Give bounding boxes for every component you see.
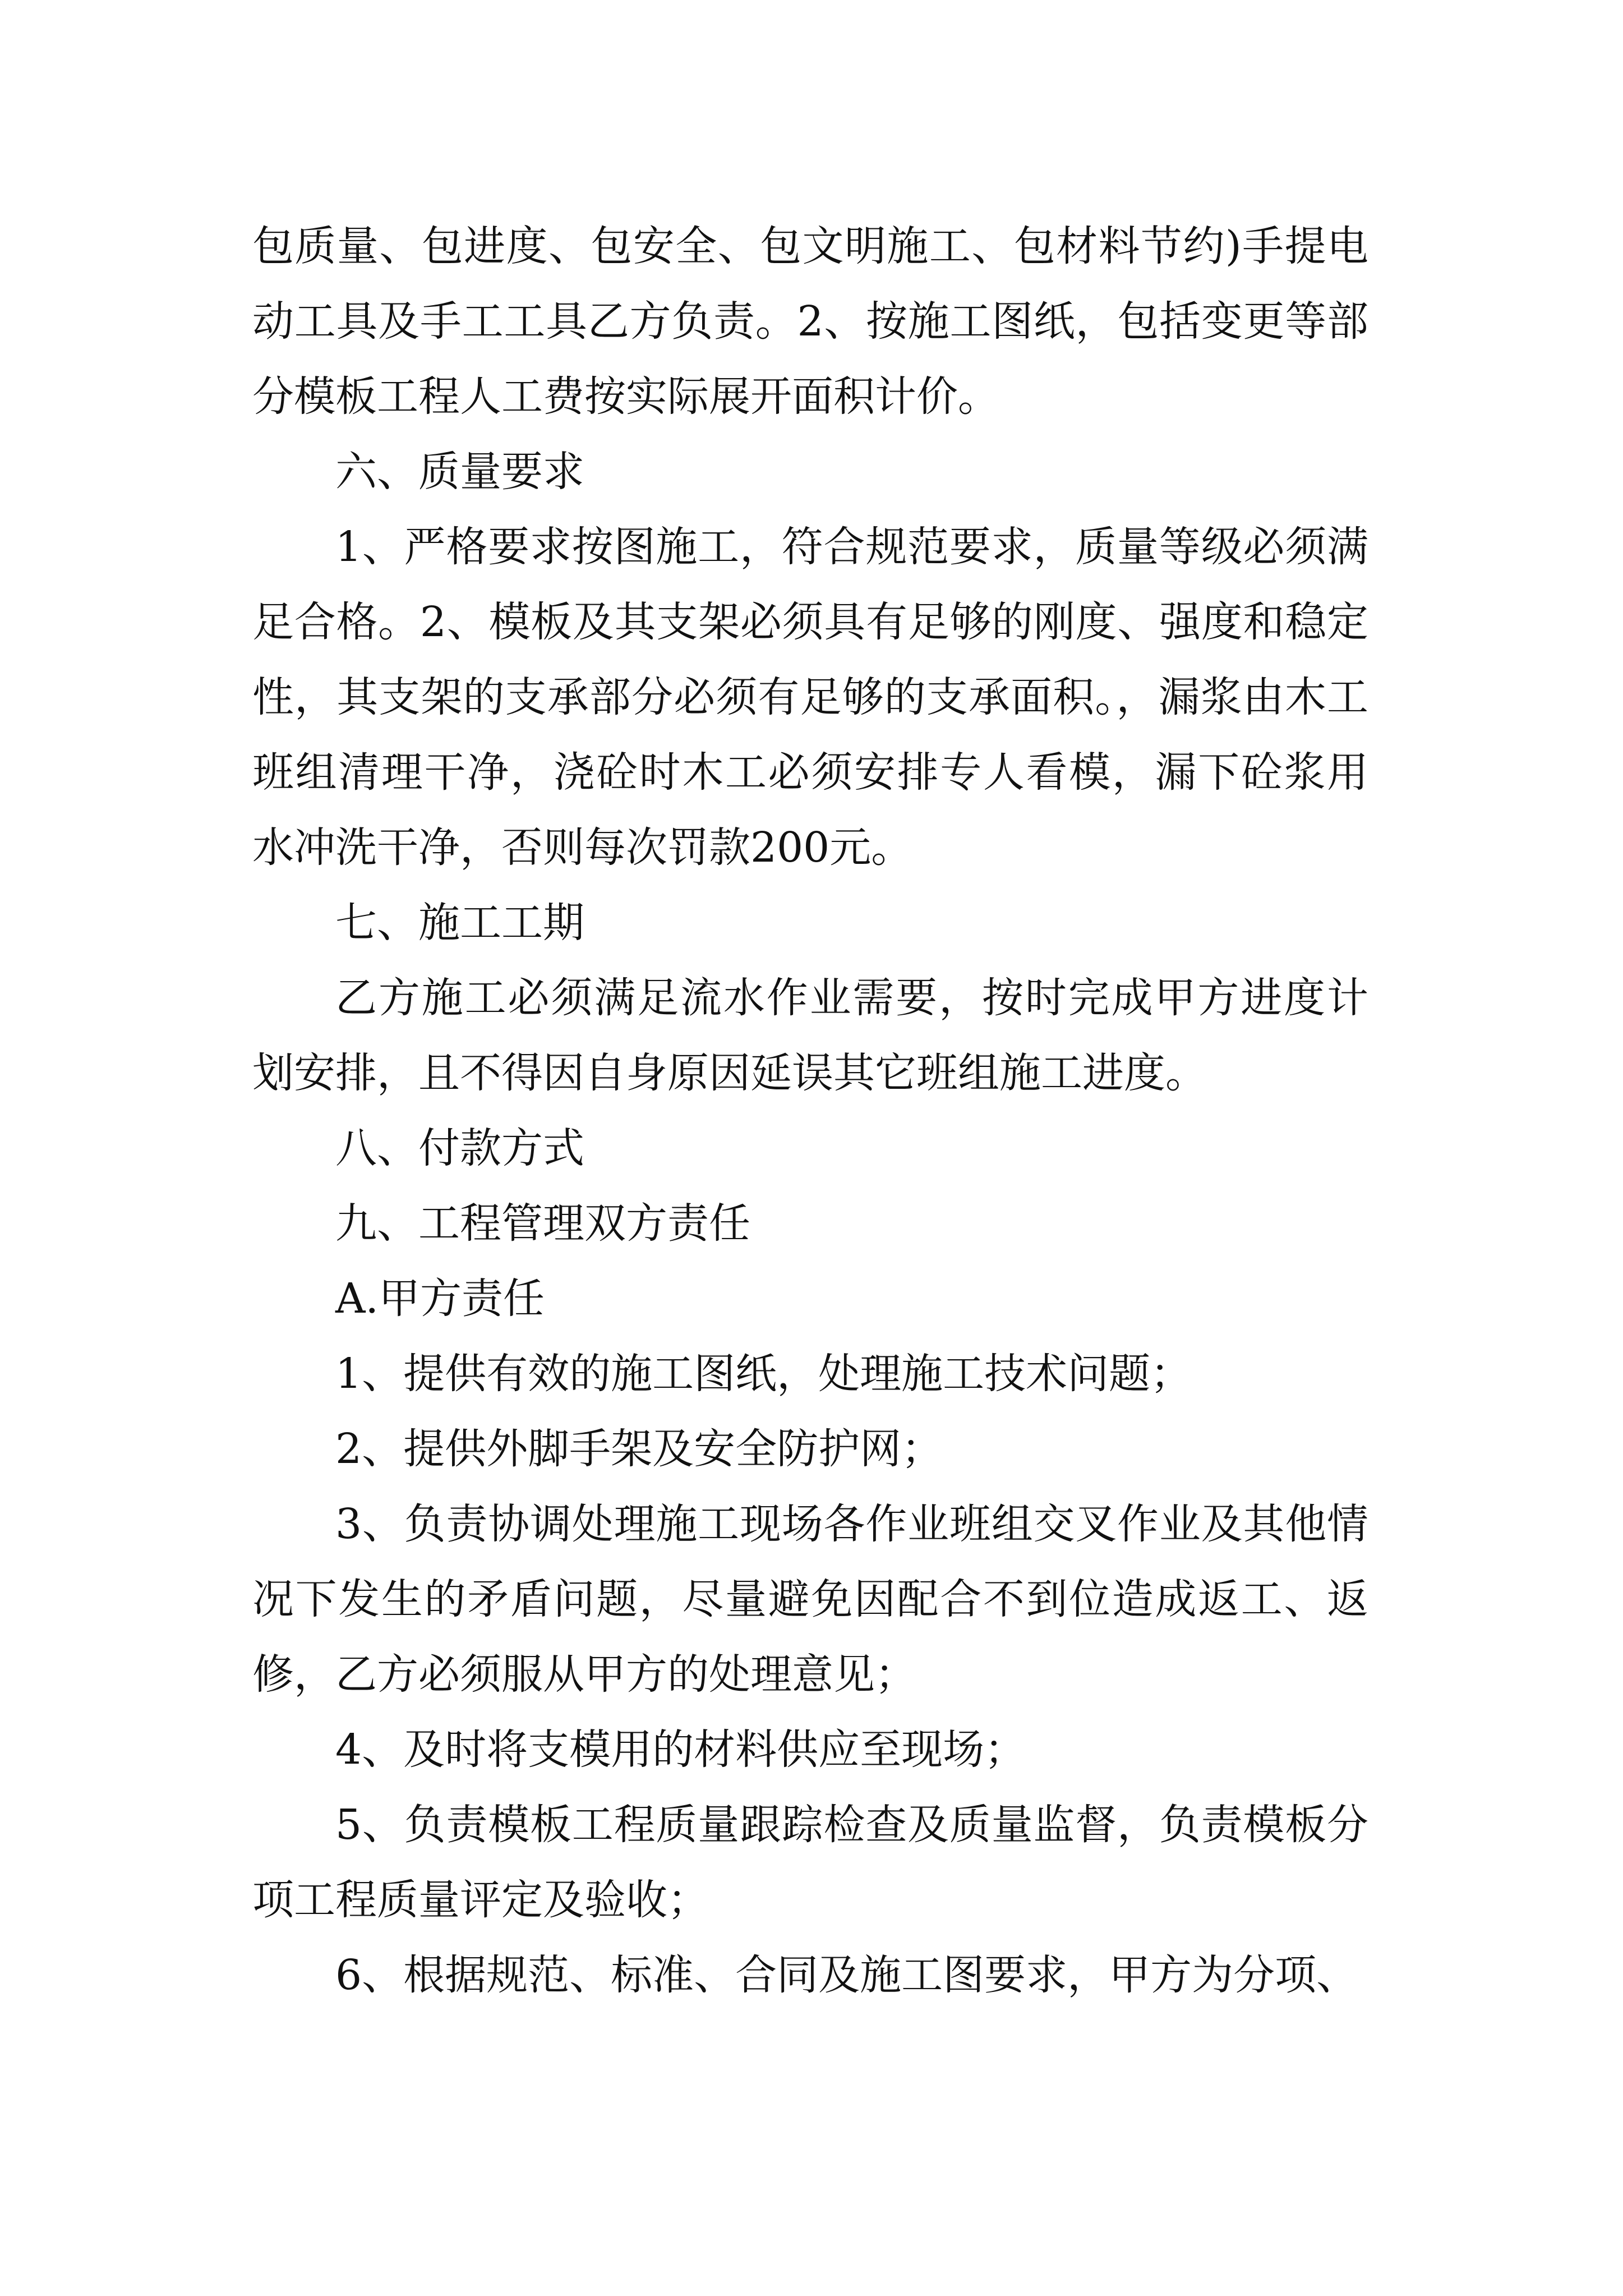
list-item-4: 4、及时将支模用的材料供应至现场； bbox=[335, 1726, 1026, 1774]
list-item-3: 3、负责协调处理施工现场各作业班组交叉作业及其他情况下发生的矛盾问题，尽量避免因配合不到位造成返工、返修，乙方必须服从甲方的处理意见； bbox=[252, 1500, 1368, 1699]
section-heading-schedule: 七、施工工期 bbox=[335, 899, 584, 947]
section-heading-quality: 六、质量要求 bbox=[335, 448, 584, 496]
paragraph-schedule: 乙方施工必须满足流水作业需要，按时完成甲方进度计划安排，且不得因自身原因延误其它班组施工进度。 bbox=[252, 974, 1368, 1097]
list-item-1: 1、提供有效的施工图纸，处理施工技术问题； bbox=[335, 1350, 1192, 1398]
list-item-6: 6、根据规范、标准、合同及施工图要求，甲方为分项、 bbox=[335, 1951, 1358, 1999]
section-heading-payment: 八、付款方式 bbox=[335, 1124, 584, 1172]
section-heading-responsibilities: 九、工程管理双方责任 bbox=[335, 1199, 750, 1248]
subheading-party-a: A.甲方责任 bbox=[335, 1274, 545, 1323]
list-item-2: 2、提供外脚手架及安全防护网； bbox=[335, 1425, 943, 1473]
paragraph-contract-scope: 包质量、包进度、包安全、包文明施工、包材料节约)手提电动工具及手工工具乙方负责。2、按施工图纸，包括变更等部分模板工程人工费按实际展开面积计价。 bbox=[252, 222, 1368, 421]
paragraph-quality-requirements: 1、严格要求按图施工，符合规范要求，质量等级必须满足合格。2、模板及其支架必须具有足够的刚度、强度和稳定性，其支架的支承部分必须有足够的支承面积。，漏浆由木工班组清理干净，浇砼时木工必须安排专人看模，漏下砼浆用水冲洗干净，否则每次罚款200元。 bbox=[252, 523, 1368, 872]
list-item-5: 5、负责模板工程质量跟踪检查及质量监督，负责模板分项工程质量评定及验收； bbox=[252, 1801, 1368, 1924]
document-body bbox=[252, 209, 1368, 2013]
